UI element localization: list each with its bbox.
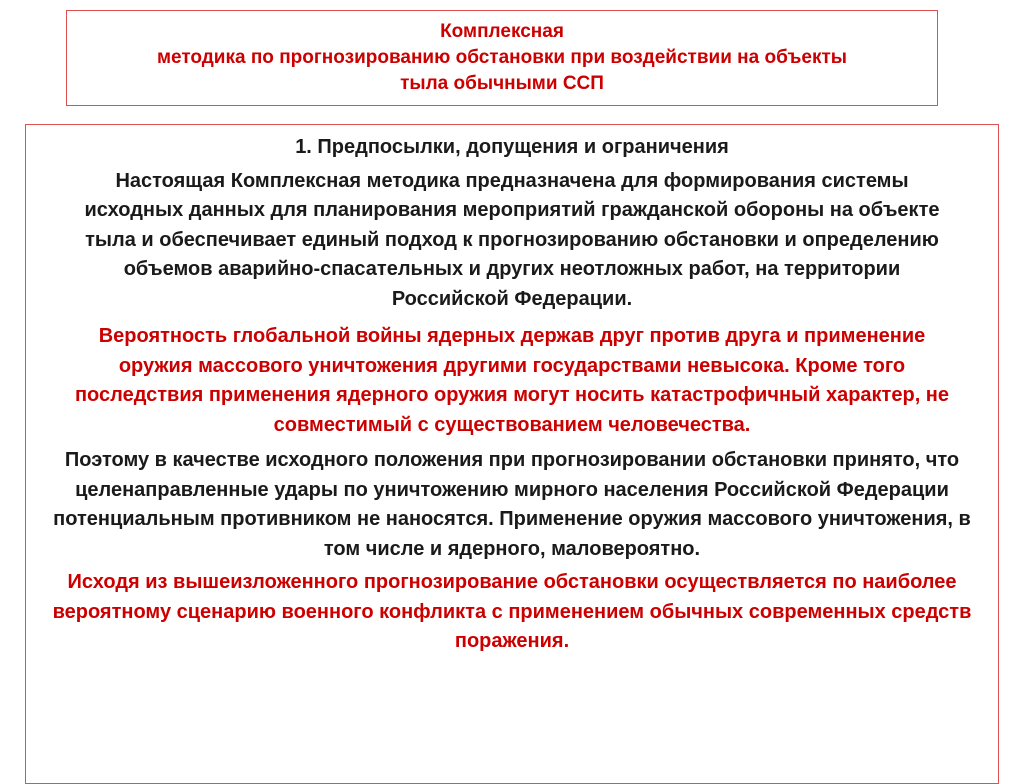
slide-title-line-3: тыла обычными ССП <box>400 73 604 94</box>
section-heading: 1. Предпосылки, допущения и ограничения <box>295 136 729 158</box>
warning-paragraph: Вероятность глобальной войны ядерных держав друг против друга и применение оружия массового уничтожения другими государствами невысока. Кроме того последствия применения ядерного оружия могут носить катастрофичный характер, не совместимый с существованием человечества. <box>74 325 950 436</box>
conclusion-paragraph: Исходя из вышеизложенного прогнозирование обстановки осуществляется по наиболее вероятному сценарию военного конфликта с применением обычных современных средств поражения. <box>52 571 972 652</box>
basis-paragraph: Поэтому в качестве исходного положения при прогнозировании обстановки принято, что целенаправленные удары по уничтожению мирного населения Российской Федерации потенциальным противником не наносятся. Применение оружия массового уничтожения, в том числе и ядерного, маловероятно. <box>53 449 971 560</box>
slide-title-box <box>66 10 938 106</box>
intro-paragraph: Настоящая Комплексная методика предназначена для формирования системы исходных данных для планирования мероприятий гражданской обороны на объекте тыла и обеспечивает единый подход к прогнозированию обстановки и определению объемов аварийно-спасательных и других неотложных работ, на территории Российской Федерации. <box>84 169 940 310</box>
slide-title-line-2: методика по прогнозированию обстановки при воздействии на объекты <box>156 47 848 68</box>
slide-title-line-1: Комплексная <box>440 21 564 42</box>
slide-content-box <box>25 124 999 784</box>
